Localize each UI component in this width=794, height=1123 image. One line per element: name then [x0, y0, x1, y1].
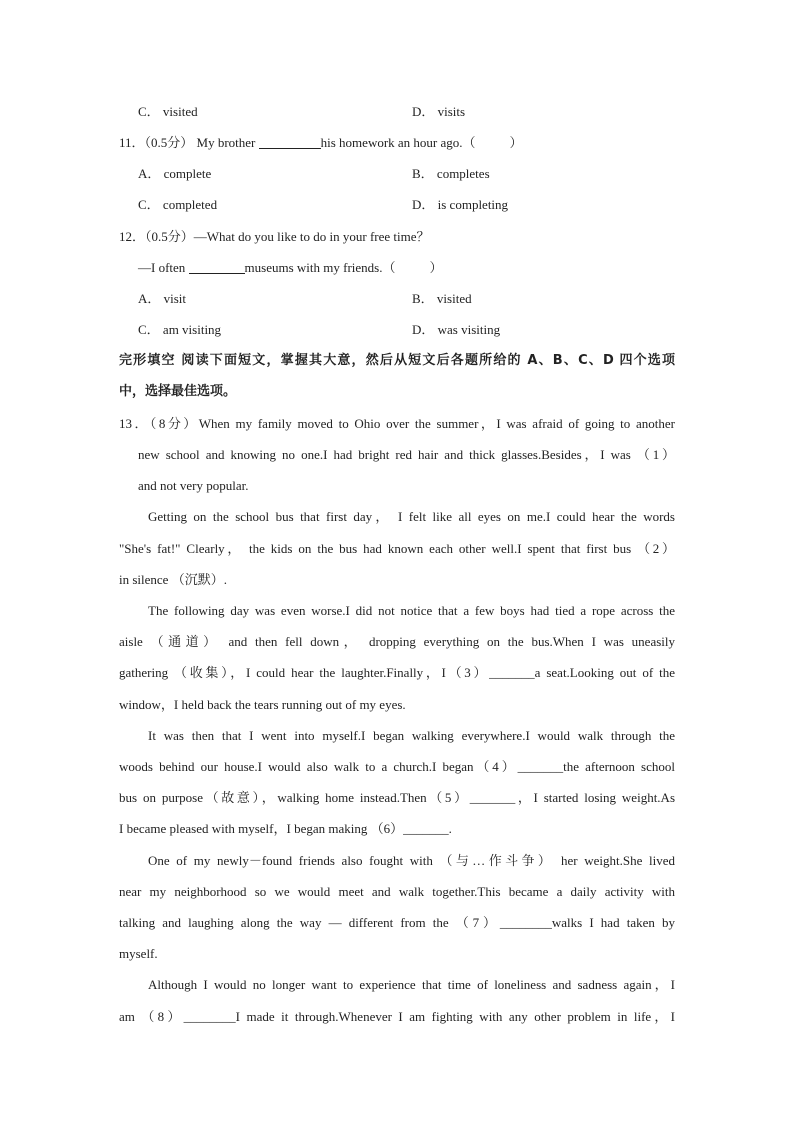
q12-text-after: museums with my friends.（ [244, 260, 396, 275]
passage-line: and not very popular. [138, 478, 249, 493]
passage-line: am （8）________I made it through.Whenever I am fighting with any other problem in life，I [119, 1009, 675, 1024]
q12-option-c: C． am visiting [138, 322, 222, 337]
q11-option-b: B． completes [412, 166, 490, 181]
q12-option-b: B． visited [412, 291, 472, 306]
section-instruction-line-1: 完形填空 阅读下面短文，掌握其大意，然后从短文后各题所给的 A、B、C、D 四个选项 [119, 353, 675, 368]
section-instruction-line-2: 中，选择最佳选项。 [119, 384, 237, 399]
q10-option-c: C． visited [138, 104, 198, 119]
q11-paren-close: ） [509, 135, 523, 150]
passage-line: 13．（8分）When my family moved to Ohio over the summer，I was afraid of going to another [119, 416, 675, 431]
q11-stem [119, 132, 523, 154]
q12-blank [189, 259, 245, 274]
q11-blank [259, 134, 321, 149]
q12-text-before: —I often [138, 260, 189, 275]
q12-answer-line [138, 257, 443, 279]
passage-line: gathering （收集），I could hear the laughter.Finally，I（3）_______a seat.Looking out of the [119, 665, 675, 680]
passage-line: in silence （沉默）. [119, 572, 227, 587]
q12-question: —What do you like to do in your free time？ [193, 229, 430, 244]
q12-number: 12．（0.5分） [119, 229, 194, 244]
q11-text-before: My brother [196, 135, 259, 150]
passage-line: Getting on the school bus that first day， I felt like all eyes on me.I could hear the words [148, 509, 675, 524]
q12-option-d: D． was visiting [412, 322, 501, 337]
q11-option-c: C． completed [138, 197, 218, 212]
q11-text-after: his homework an hour ago.（ [320, 135, 476, 150]
passage-line: bus on purpose（故意），walking home instead.Then（5）_______，I started losing weight.As [119, 790, 675, 805]
passage-line: window，I held back the tears running out of my eyes. [119, 697, 406, 712]
passage-line: I became pleased with myself，I began making （6）_______. [119, 821, 452, 836]
passage-line: talking and laughing along the way — different from the （7）________walks I had taken by [119, 915, 675, 930]
passage-line: One of my newly－found friends also fought with （与…作斗争） her weight.She lived [148, 853, 675, 868]
q11-option-d: D． is completing [412, 197, 509, 212]
q12-stem [119, 226, 430, 248]
passage-line: "She's fat!" Clearly， the kids on the bus had known each other well.I spent that first bus （2） [119, 541, 675, 556]
q11-option-a: A． complete [138, 166, 212, 181]
passage-line: It was then that I went into myself.I began walking everywhere.I would walk through the [148, 728, 675, 743]
passage-line: myself. [119, 946, 158, 961]
passage-line: woods behind our house.I would also walk to a church.I began（4）_______the afternoon school [119, 759, 675, 774]
q11-number: 11．（0.5分） [119, 135, 194, 150]
passage-line: aisle （通道） and then fell down， dropping everything on the bus.When I was uneasily [119, 634, 675, 649]
passage-line: near my neighborhood so we would meet and walk together.This became a daily activity with [119, 884, 675, 899]
q10-option-d: D． visits [412, 104, 466, 119]
q12-option-a: A． visit [138, 291, 187, 306]
passage-line: Although I would no longer want to experience that time of loneliness and sadness again，I [148, 977, 675, 992]
passage-line: new school and knowing no one.I had bright red hair and thick glasses.Besides，I was （1） [138, 447, 675, 462]
passage-line: The following day was even worse.I did not notice that a few boys had tied a rope across the [148, 603, 675, 618]
q12-paren-close: ） [429, 260, 443, 275]
